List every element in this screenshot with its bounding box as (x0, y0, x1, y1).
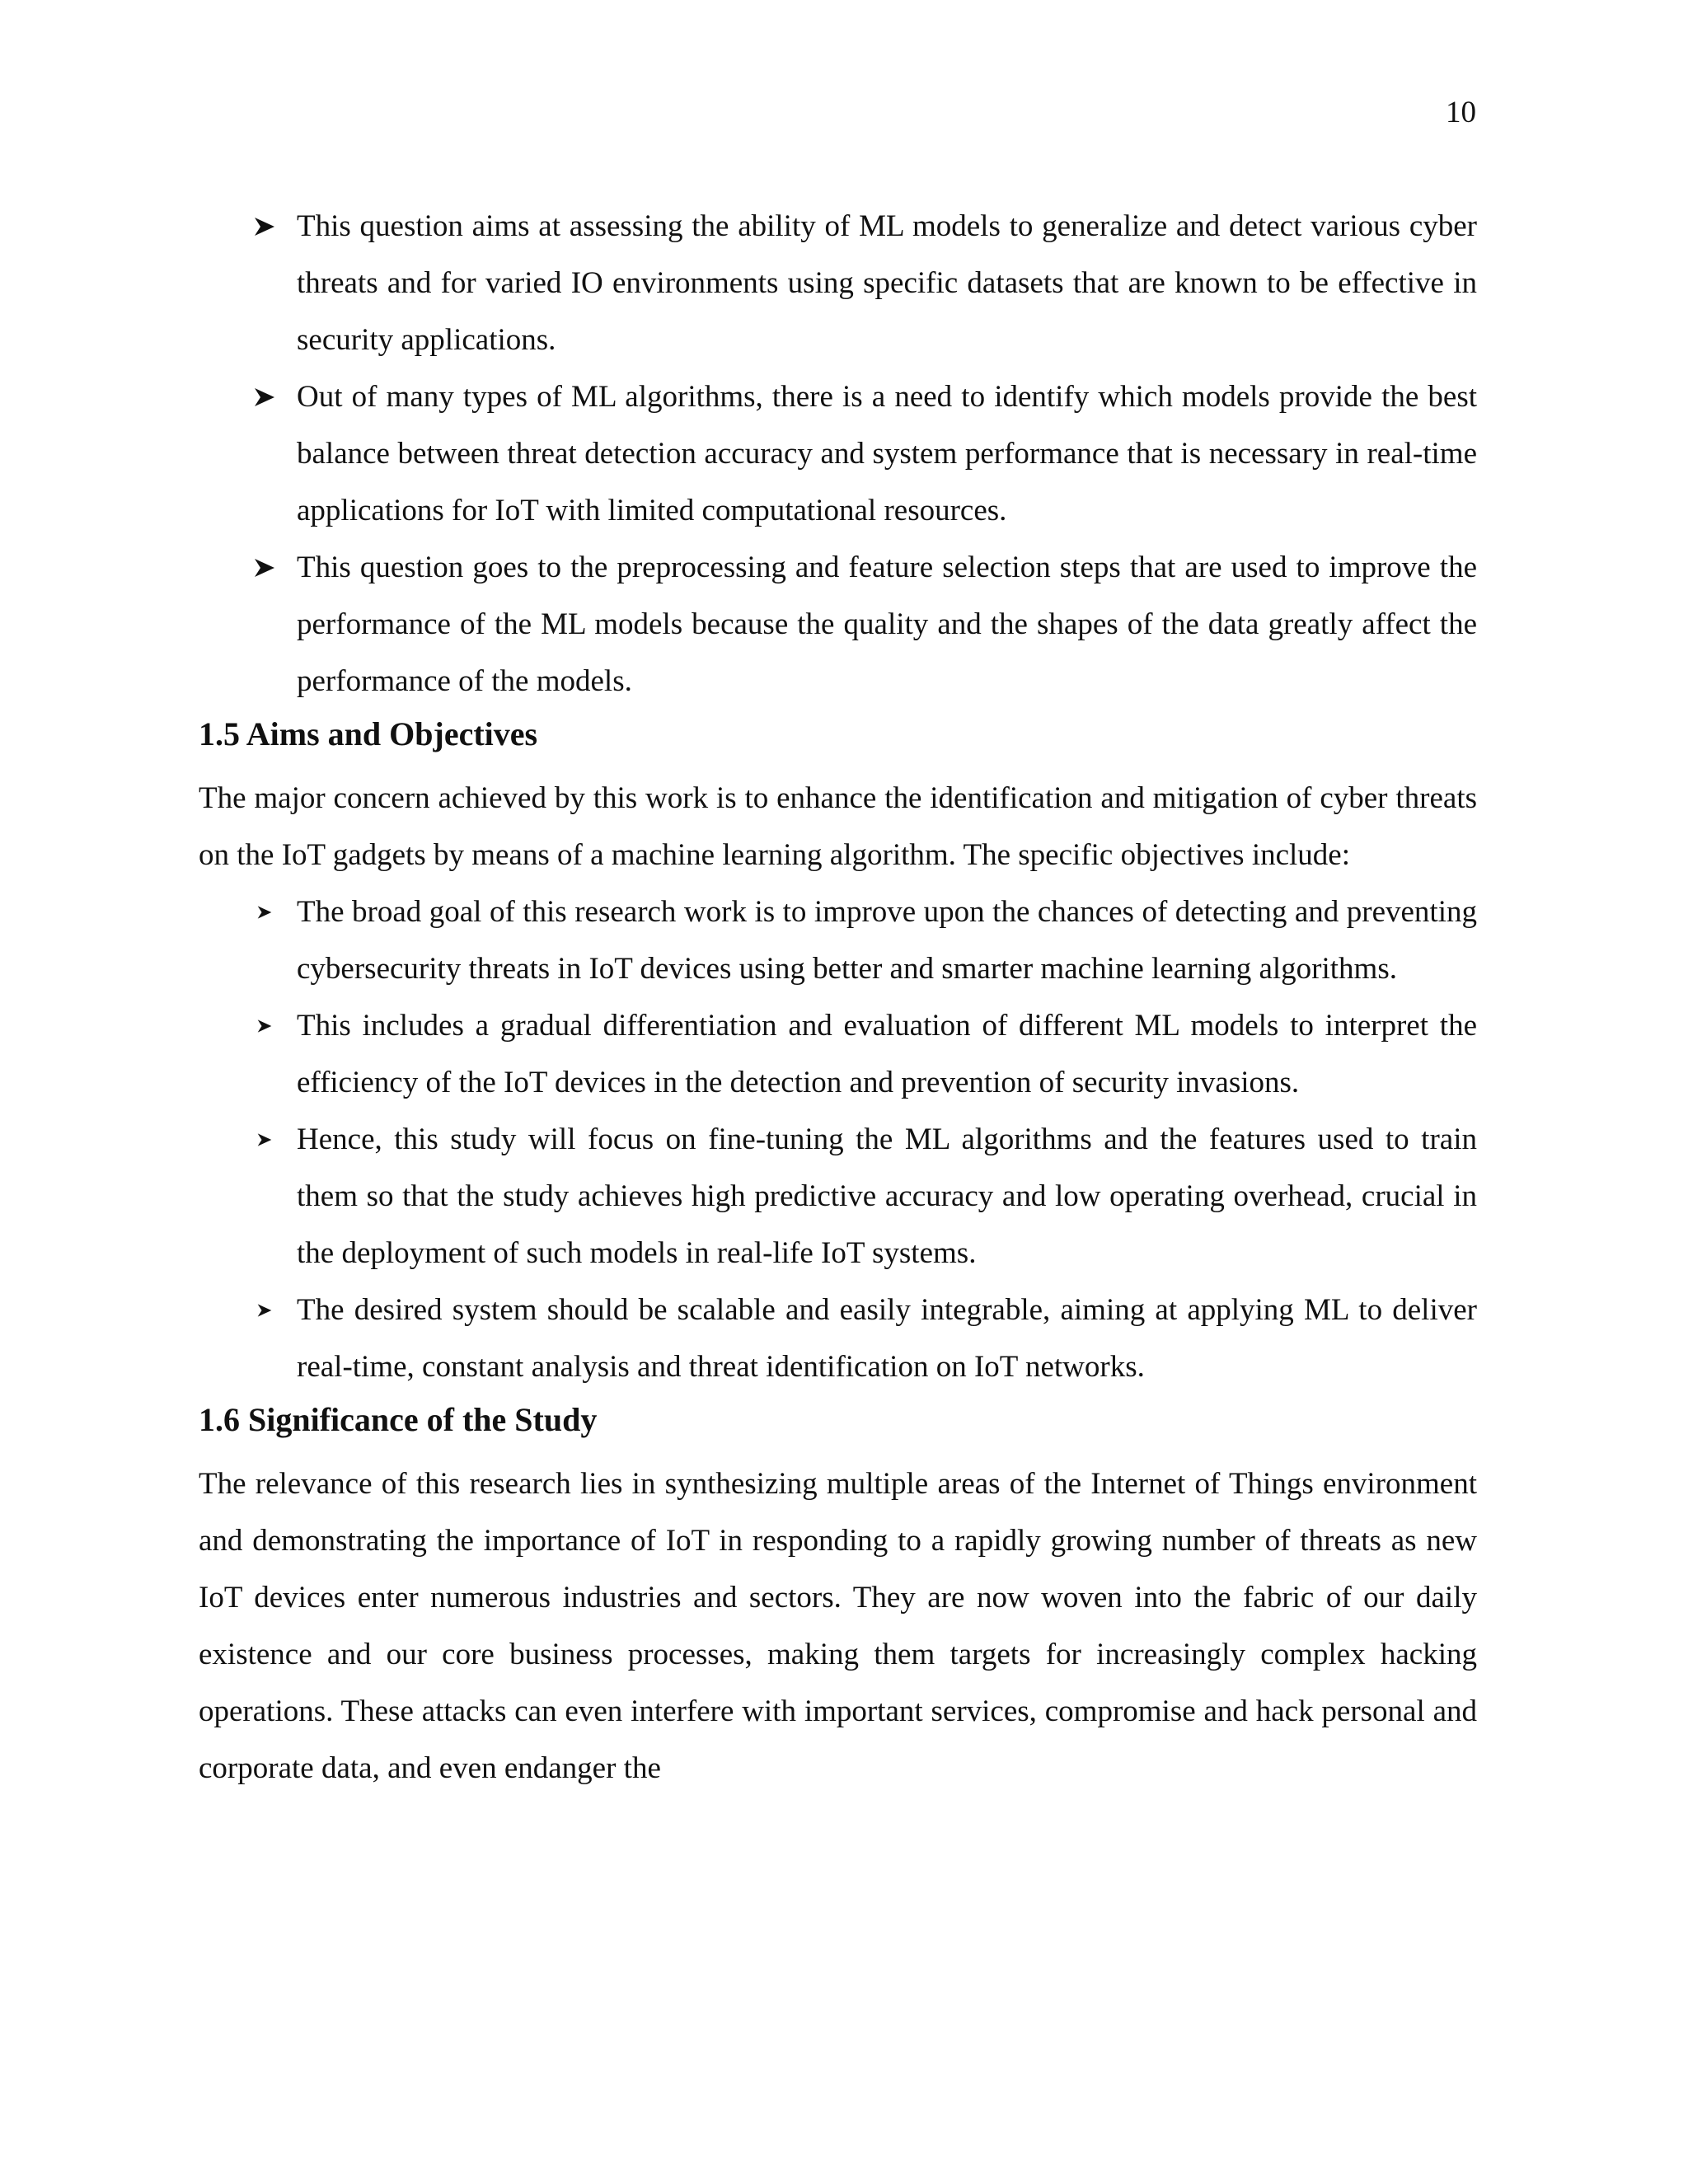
list-item (199, 1111, 1477, 1282)
list-item-text: This question aims at assessing the ability of ML models to generalize and detect various cyber threats and for varied IO environments using specific datasets that are known to be effective in security applications. (297, 209, 1477, 357)
arrowhead-bullet-icon (248, 539, 281, 596)
list-item (199, 198, 1477, 368)
arrowhead-bullet-icon (248, 198, 281, 255)
arrowhead-bullet-icon (248, 883, 281, 940)
list-item-text: The desired system should be scalable and easily integrable, aiming at applying ML to deliver real-time, constant analysis and threat identification on IoT networks. (297, 1293, 1477, 1384)
research-questions-list (199, 198, 1477, 710)
page-content (199, 198, 1477, 1797)
arrowhead-bullet-icon (248, 997, 281, 1054)
objectives-list (199, 883, 1477, 1395)
arrowhead-bullet-icon (248, 1111, 281, 1168)
list-item-text: Hence, this study will focus on fine-tuning the ML algorithms and the features used to train them so that the study achieves high predictive accuracy and low operating overhead, crucial in the deployment of such models in real-life IoT systems. (297, 1122, 1477, 1270)
list-item (199, 883, 1477, 997)
section-heading-aims-objectives: 1.5 Aims and Objectives (199, 715, 538, 752)
list-item-text: This question goes to the preprocessing and feature selection steps that are used to improve the performance of the ML models because the quality and the shapes of the data greatly affect the performance of the models. (297, 551, 1477, 698)
section-heading-significance: 1.6 Significance of the Study (199, 1401, 598, 1438)
list-item-text: The broad goal of this research work is to improve upon the chances of detecting and preventing cybersecurity threats in IoT devices using better and smarter machine learning algorithms. (297, 895, 1477, 986)
list-item-text: Out of many types of ML algorithms, there is a need to identify which models provide the best balance between threat detection accuracy and system performance that is necessary in real-time applications for IoT with limited computational resources. (297, 380, 1477, 527)
arrowhead-bullet-icon (248, 1282, 281, 1338)
list-item (199, 997, 1477, 1111)
significance-paragraph: The relevance of this research lies in synthesizing multiple areas of the Internet of Things environment and demonstrating the importance of IoT in responding to a rapidly growing number of threats as new IoT devices enter numerous industries and sectors. They are now woven into the fabric of our daily existence and our core business processes, making them targets for increasingly complex hacking operations. These attacks can even interfere with important services, compromise and hack personal and corporate data, and even endanger the (199, 1467, 1477, 1785)
page-number: 10 (1446, 96, 1476, 129)
arrowhead-bullet-icon (248, 368, 281, 425)
aims-intro-paragraph: The major concern achieved by this work is to enhance the identification and mitigation of cyber threats on the IoT gadgets by means of a machine learning algorithm. The specific objectives include: (199, 781, 1477, 872)
list-item (199, 1282, 1477, 1395)
list-item-text: This includes a gradual differentiation and evaluation of different ML models to interpret the efficiency of the IoT devices in the detection and prevention of security invasions. (297, 1009, 1477, 1099)
list-item (199, 368, 1477, 539)
list-item (199, 539, 1477, 710)
